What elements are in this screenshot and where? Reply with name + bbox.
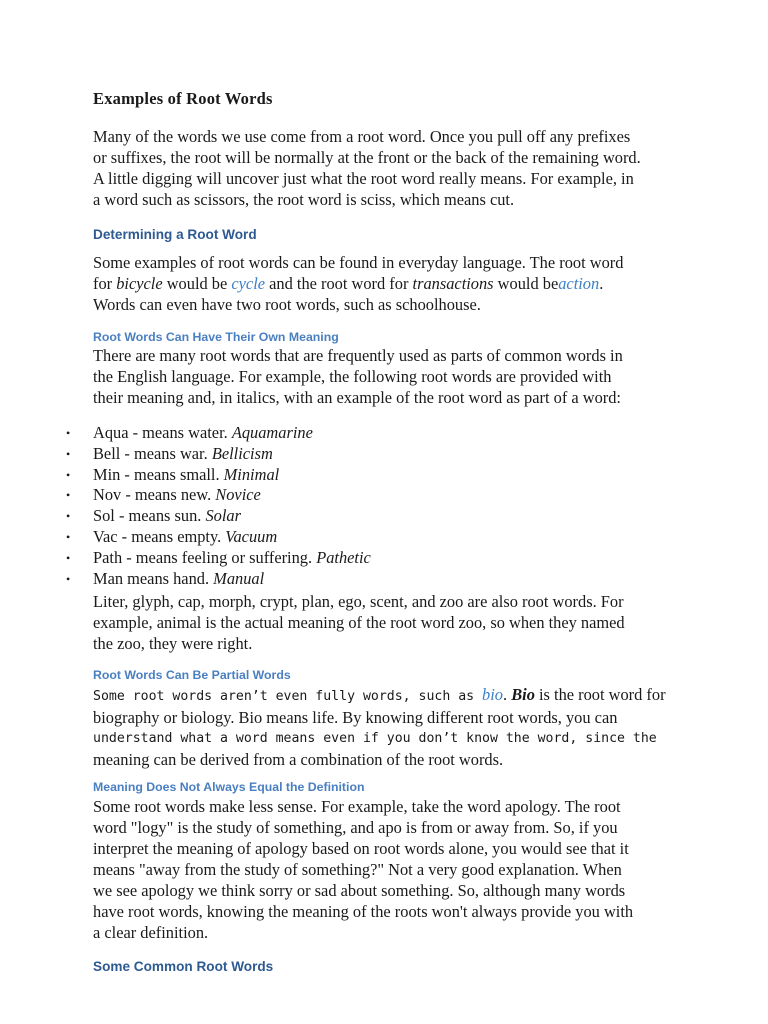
section4-line: means "away from the study of something?" Not a very good explanation. When xyxy=(93,860,622,879)
bullet-icon: • xyxy=(66,509,71,524)
bullet-icon: • xyxy=(66,550,71,565)
list-item-text: Min - means small. xyxy=(93,464,224,484)
section2-line: their meaning and, in italics, with an example of the root word as part of a word: xyxy=(93,388,621,407)
section1-line xyxy=(93,273,693,294)
section1-line: Words can even have two root words, such as schoolhouse. xyxy=(93,295,481,314)
root-word-list xyxy=(66,423,371,589)
section3-paragraph xyxy=(93,684,693,770)
link-cycle[interactable]: cycle xyxy=(231,274,266,293)
list-item-example: Bellicism xyxy=(211,443,273,463)
after-list-line: example, animal is the actual meaning of the root word zoo, so when they named xyxy=(93,613,625,632)
section-heading-partial-words: Root Words Can Be Partial Words xyxy=(93,668,291,682)
list-item-text: Path - means feeling or suffering. xyxy=(93,547,317,567)
list-item xyxy=(66,527,371,548)
intro-line: A little digging will uncover just what the root word really means. For example, in xyxy=(93,169,634,188)
list-item-example: Novice xyxy=(215,485,261,505)
italic-word: transactions xyxy=(412,274,494,293)
page-title: Examples of Root Words xyxy=(93,89,273,108)
list-item-example: Solar xyxy=(205,506,241,526)
list-item xyxy=(66,569,371,590)
list-item-text: Bell - means war. xyxy=(93,443,212,463)
list-item-example: Aquamarine xyxy=(231,423,313,442)
italic-word: bicycle xyxy=(116,274,163,293)
list-item-text: Sol - means sun. xyxy=(93,506,206,526)
text-segment: would be xyxy=(493,274,559,293)
text-segment: . xyxy=(503,685,512,704)
after-list-paragraph xyxy=(93,591,693,654)
section2-paragraph xyxy=(93,345,693,408)
section4-line: Some root words make less sense. For example, take the word apology. The root xyxy=(93,797,621,816)
text-segment: and the root word for xyxy=(265,274,413,293)
list-item-example: Manual xyxy=(213,568,265,588)
list-item-example: Vacuum xyxy=(225,526,278,546)
intro-paragraph xyxy=(93,126,693,210)
intro-line: or suffixes, the root will be normally at the front or the back of the remaining word. xyxy=(93,148,641,167)
section-heading-own-meaning: Root Words Can Have Their Own Meaning xyxy=(93,330,339,344)
section2-line: the English language. For example, the following root words are provided with xyxy=(93,367,612,386)
list-item-text: Vac - means empty. xyxy=(93,526,226,546)
section4-line: a clear definition. xyxy=(93,923,209,942)
text-segment: Some root words aren’t even fully words, such as xyxy=(93,689,483,704)
link-action[interactable]: action xyxy=(558,274,600,293)
list-item xyxy=(66,423,371,444)
intro-line: Many of the words we use come from a root word. Once you pull off any prefixes xyxy=(93,127,631,146)
list-item-example: Pathetic xyxy=(316,547,371,567)
after-list-line: Liter, glyph, cap, morph, crypt, plan, ego, scent, and zoo are also root words. For xyxy=(93,592,624,611)
bullet-icon: • xyxy=(66,446,71,461)
bullet-icon: • xyxy=(66,467,71,482)
section-heading-definition: Meaning Does Not Always Equal the Definition xyxy=(93,780,365,794)
section-heading-common-root-words: Some Common Root Words xyxy=(93,959,274,974)
list-item-text: Aqua - means water. xyxy=(93,423,232,442)
list-item-example: Minimal xyxy=(223,464,280,484)
bullet-icon: • xyxy=(66,426,71,440)
section1-paragraph xyxy=(93,252,693,315)
section-heading-determining: Determining a Root Word xyxy=(93,227,257,242)
section4-line: we see apology we think sorry or sad about something. So, although many words xyxy=(93,881,626,900)
text-segment: would be xyxy=(162,274,232,293)
list-item xyxy=(66,485,371,506)
section2-line: There are many root words that are frequently used as parts of common words in xyxy=(93,346,623,365)
section4-line: word "logy" is the study of something, and apo is from or away from. So, if you xyxy=(93,818,618,837)
section4-line: interpret the meaning of apology based on root words alone, you would see that it xyxy=(93,839,629,858)
list-item-text: Nov - means new. xyxy=(93,485,216,505)
bullet-icon: • xyxy=(66,529,71,544)
section1-line: Some examples of root words can be found in everyday language. The root word xyxy=(93,253,624,272)
list-item xyxy=(66,548,371,569)
section3-line xyxy=(93,684,693,707)
list-item xyxy=(66,444,371,465)
section3-line: understand what a word means even if you don’t know the word, since the xyxy=(93,731,657,746)
text-segment: is the root word for xyxy=(534,685,666,704)
text-segment: . xyxy=(599,274,604,293)
intro-line: a word such as scissors, the root word is sciss, which means cut. xyxy=(93,190,515,209)
text-segment: for xyxy=(93,274,117,293)
bullet-icon: • xyxy=(66,571,71,586)
bold-italic-word: Bio xyxy=(511,685,535,704)
list-item-text: Man means hand. xyxy=(93,568,214,588)
list-item xyxy=(66,506,371,527)
bullet-icon: • xyxy=(66,488,71,503)
section3-line: biography or biology. Bio means life. By knowing different root words, you can xyxy=(93,708,618,727)
list-item xyxy=(66,465,371,486)
link-bio[interactable]: bio xyxy=(482,685,503,704)
section4-paragraph xyxy=(93,796,693,943)
section3-line: meaning can be derived from a combination of the root words. xyxy=(93,750,504,769)
after-list-line: the zoo, they were right. xyxy=(93,634,253,653)
section4-line: have root words, knowing the meaning of the roots won't always provide you with xyxy=(93,902,634,921)
